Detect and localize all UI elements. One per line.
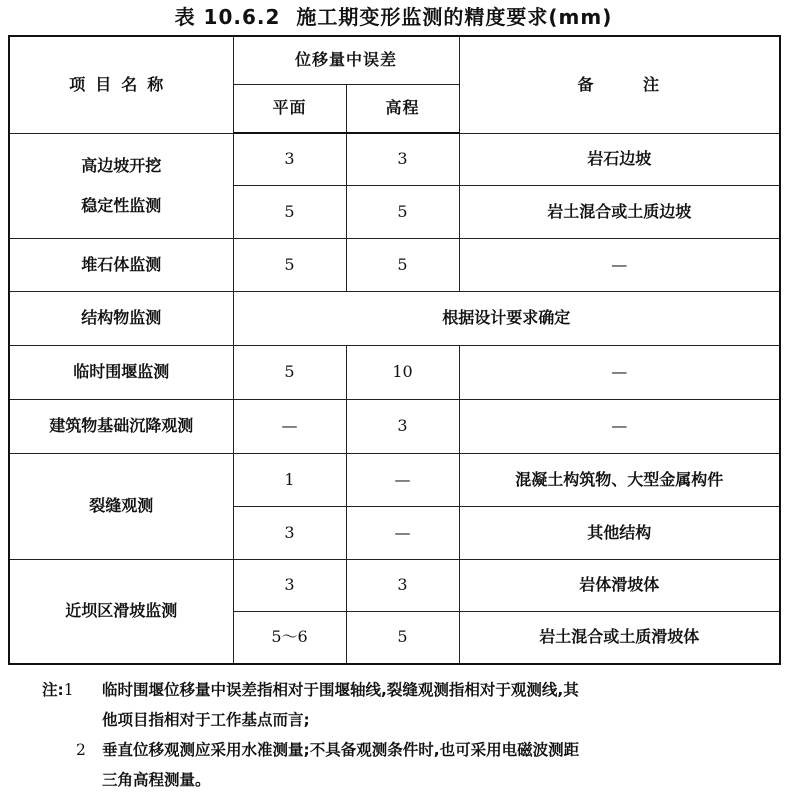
table-row (9, 133, 780, 185)
cell-elevation: 3 (346, 133, 459, 185)
table-row (9, 345, 780, 399)
table-title: 施工期变形监测的精度要求(mm) (296, 5, 613, 29)
note-text: 垂直位移观测应采用水准测量;不具备观测条件时,也可采用电磁波测距 (102, 741, 580, 759)
cell-remark: 混凝土构筑物、大型金属构件 (459, 453, 780, 506)
cell-plane: 3 (233, 506, 346, 559)
cell-plane: 3 (233, 133, 346, 185)
header-plane: 平面 (233, 84, 346, 133)
cell-remark: — (459, 238, 780, 291)
cell-elevation: 5 (346, 238, 459, 291)
cell-elevation: 10 (346, 345, 459, 399)
cell-elevation: — (346, 453, 459, 506)
item-high-slope: 高边坡开挖 稳定性监测 (9, 133, 233, 238)
cell-elevation: 3 (346, 559, 459, 611)
cell-plane: 5 (233, 238, 346, 291)
note-text: 临时围堰位移量中误差指相对于围堰轴线,裂缝观测指相对于观测线,其 (102, 681, 579, 699)
cell-elevation: 5 (346, 611, 459, 664)
notes-label: 注: (42, 681, 64, 699)
cell-plane: 5～6 (233, 611, 346, 664)
cell-merged-remark: 根据设计要求确定 (233, 291, 780, 345)
cell-plane: 1 (233, 453, 346, 506)
cell-remark: 岩石边坡 (459, 133, 780, 185)
item-building: 建筑物基础沉降观测 (9, 399, 233, 453)
item-structure: 结构物监测 (9, 291, 233, 345)
table-row (9, 453, 780, 506)
cell-remark: 其他结构 (459, 506, 780, 559)
header-remarks: 备 注 (459, 36, 780, 133)
table-row (9, 559, 780, 611)
item-landslide: 近坝区滑坡监测 (9, 559, 233, 664)
cell-remark: — (459, 345, 780, 399)
table-number: 表 10.6.2 (174, 5, 281, 29)
cell-elevation: 3 (346, 399, 459, 453)
table-row (9, 399, 780, 453)
note-item (42, 675, 782, 735)
note-number: 2 (76, 741, 86, 759)
cell-remark: 岩土混合或土质滑坡体 (459, 611, 780, 664)
header-item-name: 项目名称 (9, 36, 233, 133)
item-rockfill: 堆石体监测 (9, 238, 233, 291)
table-notes (42, 675, 782, 795)
cell-remark: 岩土混合或土质边坡 (459, 185, 780, 238)
note-item (42, 735, 782, 795)
item-cofferdam: 临时围堰监测 (9, 345, 233, 399)
cell-remark: — (459, 399, 780, 453)
note-text: 三角高程测量。 (102, 771, 211, 789)
header-row-1 (9, 36, 780, 84)
precision-table (8, 35, 781, 665)
table-row (9, 238, 780, 291)
cell-plane: 5 (233, 345, 346, 399)
cell-plane: 5 (233, 185, 346, 238)
note-number: 1 (63, 681, 74, 699)
table-row (9, 291, 780, 345)
header-elevation: 高程 (346, 84, 459, 133)
cell-remark: 岩体滑坡体 (459, 559, 780, 611)
table-caption (0, 4, 787, 30)
cell-elevation: 5 (346, 185, 459, 238)
header-error: 位移量中误差 (233, 36, 459, 84)
cell-plane: — (233, 399, 346, 453)
note-text: 他项目指相对于工作基点而言; (102, 711, 310, 729)
cell-plane: 3 (233, 559, 346, 611)
item-crack: 裂缝观测 (9, 453, 233, 559)
cell-elevation: — (346, 506, 459, 559)
